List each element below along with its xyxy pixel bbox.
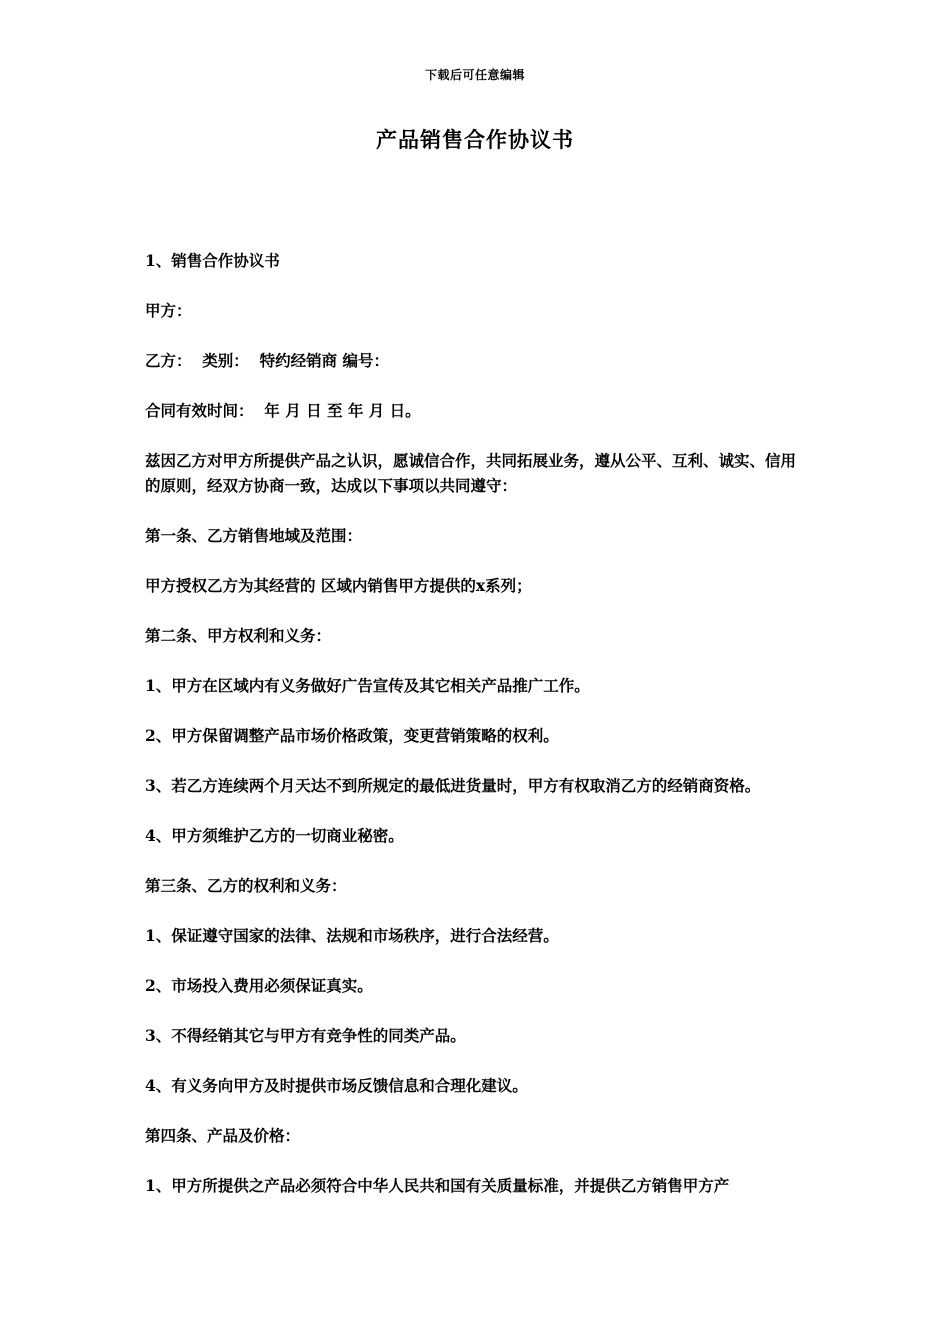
article-2-item-4: 4、甲方须维护乙方的一切商业秘密。 xyxy=(145,826,404,845)
party-a-line: 甲方： xyxy=(145,301,192,320)
document-body xyxy=(145,248,810,1223)
section-heading: 1、销售合作协议书 xyxy=(145,251,280,270)
article-2-heading: 第二条、甲方权利和义务： xyxy=(145,626,332,645)
article-3-heading: 第三条、乙方的权利和义务： xyxy=(145,876,347,895)
article-2-item-3: 3、若乙方连续两个月天达不到所规定的最低进货量时，甲方有权取消乙方的经销商资格。 xyxy=(145,776,761,795)
article-3-item-1: 1、保证遵守国家的法律、法规和市场秩序，进行合法经营。 xyxy=(145,926,559,945)
document-title: 产品销售合作协议书 xyxy=(376,127,574,152)
header-note: 下载后可任意编辑 xyxy=(424,68,525,82)
article-3-item-2: 2、市场投入费用必须保证真实。 xyxy=(145,976,373,995)
validity-period-line: 合同有效时间： 年 月 日 至 年 月 日。 xyxy=(145,401,421,420)
party-b-line: 乙方： 类别： 特约经销商 编号： xyxy=(145,351,389,370)
article-1-heading: 第一条、乙方销售地域及范围： xyxy=(145,526,363,545)
article-4-heading: 第四条、产品及价格： xyxy=(145,1126,301,1145)
article-4-item-1: 1、甲方所提供之产品必须符合中华人民共和国有关质量标准，并提供乙方销售甲方产 xyxy=(145,1176,730,1195)
article-3-item-3: 3、不得经销其它与甲方有竞争性的同类产品。 xyxy=(145,1026,466,1045)
article-2-item-1: 1、甲方在区域内有义务做好广告宣传及其它相关产品推广工作。 xyxy=(145,676,590,695)
article-2-item-2: 2、甲方保留调整产品市场价格政策，变更营销策略的权利。 xyxy=(145,726,559,745)
article-3-item-4: 4、有义务向甲方及时提供市场反馈信息和合理化建议。 xyxy=(145,1076,528,1095)
article-1-text: 甲方授权乙方为其经营的 区域内销售甲方提供的x系列； xyxy=(145,576,532,595)
preamble-paragraph: 兹因乙方对甲方所提供产品之认识，愿诚信合作，共同拓展业务，遵从公平、互利、诚实、信用的原则，经双方协商一致，达成以下事项以共同遵守： xyxy=(145,451,797,495)
